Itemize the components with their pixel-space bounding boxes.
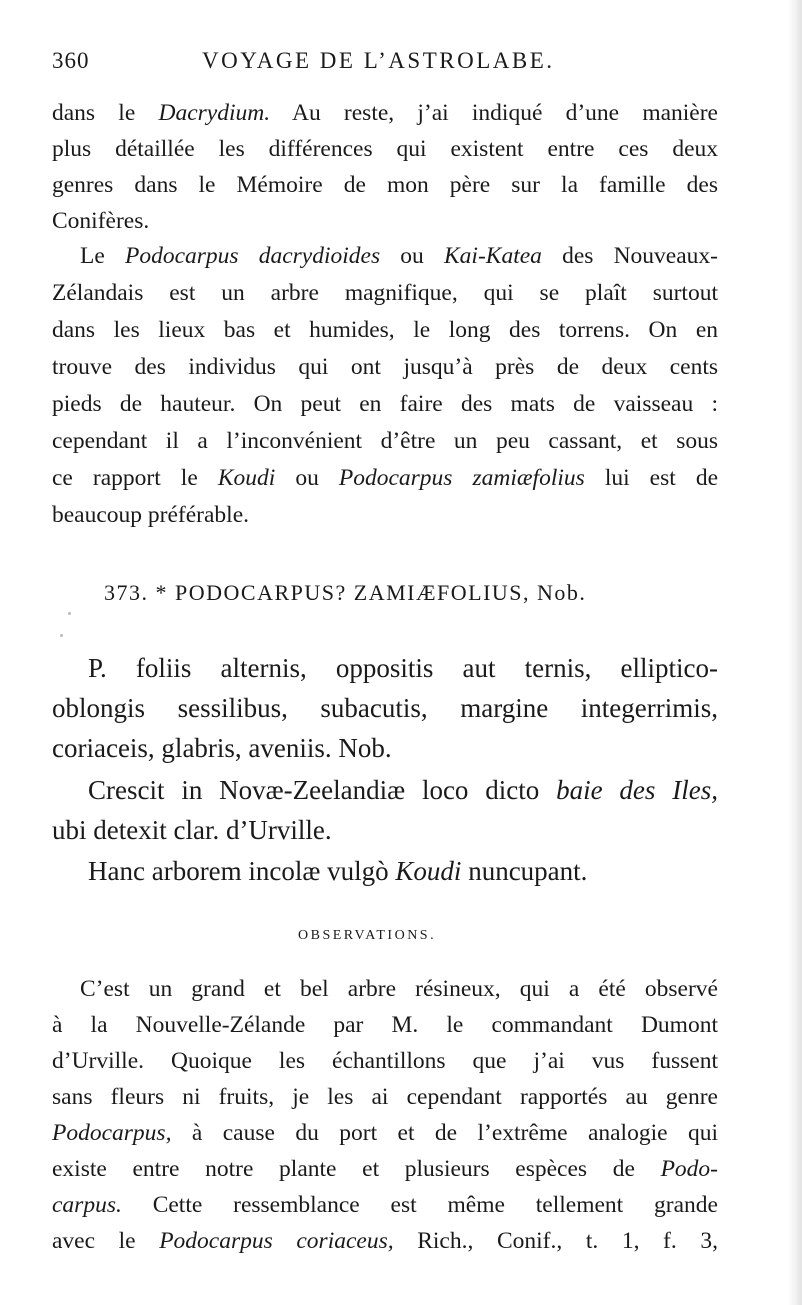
text-line: sans fleurs ni fruits, je les ai cependant rapportés au genre (52, 1084, 718, 1110)
text-line: à la Nouvelle-Zélande par M. le commandant Dumont (52, 1012, 718, 1038)
text-line: Crescit in Novæ-Zeelandiæ loco dicto baie des Iles, (88, 775, 718, 805)
text-line: Le Podocarpus dacrydioides ou Kai-Katea des Nouveaux- (80, 243, 718, 269)
running-title: VOYAGE DE L’ASTROLABE. (202, 48, 555, 73)
species-entry-title: 373. * PODOCARPUS? ZAMIÆFOLIUS, Nob. (104, 580, 587, 605)
text-line: cependant il a l’inconvénient d’être un peu cassant, et sous (52, 428, 718, 454)
page-header (52, 48, 720, 84)
text-line: d’Urville. Quoique les échantillons que j’ai vus fussent (52, 1048, 718, 1074)
page-number: 360 (52, 48, 90, 73)
text-line: coriaceis, glabris, aveniis. Nob. (52, 733, 392, 763)
page-edge-shadow (788, 0, 802, 1305)
text-line: plus détaillée les différences qui existent entre ces deux (52, 136, 718, 162)
paper-speck (68, 612, 71, 615)
text-line: Conifères. (52, 208, 150, 234)
text-line: beaucoup préférable. (52, 502, 250, 528)
text-line: carpus. Cette ressemblance est même tellement grande (52, 1192, 718, 1218)
text-line: avec le Podocarpus coriaceus, Rich., Conif., t. 1, f. 3, (52, 1228, 718, 1254)
text-line: pieds de hauteur. On peut en faire des mats de vaisseau : (52, 391, 718, 417)
text-line: genres dans le Mémoire de mon père sur la famille des (52, 172, 718, 198)
text-line: existe entre notre plante et plusieurs espèces de Podo- (52, 1156, 718, 1182)
paper-speck (60, 634, 63, 637)
text-line: P. foliis alternis, oppositis aut ternis, elliptico- (88, 653, 718, 683)
text-line: Hanc arborem incolæ vulgò Koudi nuncupant. (88, 856, 588, 886)
text-line: ubi detexit clar. d’Urville. (52, 815, 332, 845)
text-line: oblongis sessilibus, subacutis, margine integerrimis, (52, 693, 718, 723)
observations-heading: OBSERVATIONS. (298, 928, 437, 943)
text-line: dans les lieux bas et humides, le long des torrens. On en (52, 317, 718, 343)
text-line: C’est un grand et bel arbre résineux, qui a été observé (80, 976, 718, 1002)
text-line: ce rapport le Koudi ou Podocarpus zamiæfolius lui est de (52, 465, 719, 491)
text-line: trouve des individus qui ont jusqu’à près de deux cents (52, 354, 718, 380)
text-line: dans le Dacrydium. Au reste, j’ai indiqué d’une manière (52, 100, 718, 126)
text-line: Zélandais est un arbre magnifique, qui se plaît surtout (52, 280, 718, 306)
text-line: Podocarpus, à cause du port et de l’extrême analogie qui (52, 1120, 718, 1146)
